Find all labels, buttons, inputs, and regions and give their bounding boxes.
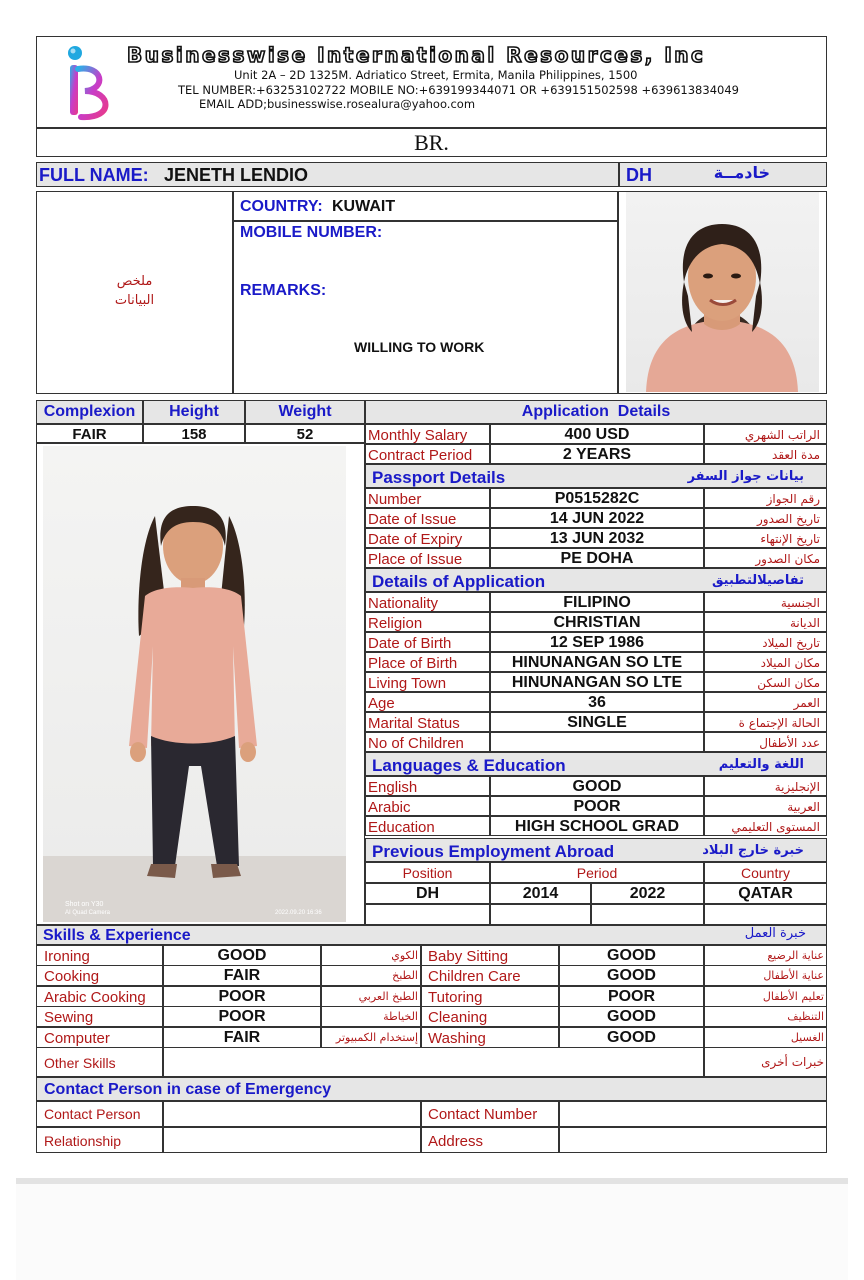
details-row-4-value: HINUNANGAN SO LTE [511,674,683,691]
details-row-7-ar: عدد الأطفال [759,735,820,750]
passport-row-2-ar-cell [704,528,827,548]
details-row-1-ar: الديانة [789,615,820,630]
summary-ar-2: البيانات [114,293,155,308]
employment-period-label: Period [576,865,618,881]
skill-right-label-3: Cleaning [428,1009,488,1027]
other-skills-label: Other Skills [44,1055,116,1071]
emergency-title: Contact Person in case of Emergency [44,1081,332,1098]
languages-row-0-value: GOOD [572,778,622,795]
details-row-1-value-cell [490,612,704,632]
complexion-header [36,400,143,424]
weight-cell [245,424,365,443]
other-skills-label-cell [36,1047,163,1077]
passport-title: Passport Details [372,467,506,487]
details-row-0-ar-cell [704,592,827,612]
skill-left-label-cell [36,1006,163,1027]
details-row-6-label-cell [365,712,490,732]
details-row-2-ar-cell [704,632,827,652]
passport-row-3-ar-cell [704,548,827,568]
other-skills-value-cell [163,1047,704,1077]
skills-header [36,925,827,945]
details-row-0-ar: الجنسية [780,595,820,610]
skill-right-value-3: GOOD [607,1008,656,1026]
other-skills-ar: خبرات أخرى [761,1055,824,1069]
photo-caption-2: AI Quad Camera [65,910,111,916]
employment-position-value: DH [415,885,440,902]
details-row-2-value-cell [490,632,704,652]
passport-title-ar: بيانات جواز السفر [687,469,804,484]
photo-caption-3: 2022.09.20 16:36 [275,910,322,916]
skill-right-ar-cell [704,1006,827,1027]
passport-row-1-ar-cell [704,508,827,528]
employment-country-cell [704,883,827,904]
details-row-6-value-cell [490,712,704,732]
passport-header [365,464,827,488]
employment-empty-cell [591,904,704,925]
skill-left-ar-4: إستخدام الكمبيوتر [335,1030,418,1044]
company-header [36,36,827,128]
complexion-cell [36,424,143,443]
portrait-photo [626,192,819,392]
skill-left-ar-3: الخياطة [383,1010,418,1024]
contract-period-ar-cell [704,444,827,464]
languages-row-0-ar: الإنجليزية [774,779,820,794]
skill-left-value-cell [163,965,321,986]
languages-row-0-ar-cell [704,776,827,796]
skill-right-label-cell [421,945,559,966]
skill-left-label-2: Arabic Cooking [44,988,146,1006]
employment-title-ar: خبرة خارج البلاد [702,843,804,858]
contract-period-label: Contract Period [368,446,473,464]
passport-row-1-value: 14 JUN 2022 [549,510,645,527]
position-arabic: خادمــة [713,163,770,182]
weight-label: Weight [278,403,332,420]
employment-position-label: Position [402,865,453,881]
address-value [559,1127,827,1153]
country-row [233,191,618,221]
details-row-7-label-cell [365,732,490,752]
mobile-label: MOBILE NUMBER: [240,224,383,241]
skill-right-value-1: GOOD [607,967,656,985]
details-row-3-ar-cell [704,652,827,672]
other-skills-ar-cell [704,1047,827,1077]
languages-row-2-value-cell [490,816,704,836]
full-name-value: JENETH LENDIO [164,165,309,185]
blank-area [16,1184,848,1280]
languages-row-0-value-cell [490,776,704,796]
details-row-5-value: 36 [588,694,606,711]
complexion-label: Complexion [43,403,136,420]
skill-left-label-1: Cooking [44,968,100,986]
passport-row-2-label-cell [365,528,490,548]
remarks-value: WILLING TO WORK [354,339,485,355]
portrait-frame [618,191,827,394]
passport-row-2-label: Date of Expiry [368,530,463,548]
remarks-label: REMARKS: [240,282,327,299]
languages-row-2-value: HIGH SCHOOL GRAD [514,818,680,835]
skill-left-ar-cell [321,945,421,966]
details-row-3-label-cell [365,652,490,672]
skill-right-value-cell [559,1027,704,1048]
position-bar [619,162,827,187]
employment-country-value: QATAR [738,885,793,902]
ref-code-bar [36,128,827,157]
skill-right-ar-3: التنظيف [787,1010,824,1024]
skill-right-ar-cell [704,986,827,1007]
employment-title: Previous Employment Abroad [372,841,615,861]
contact-number-label: Contact Number [428,1106,538,1123]
skill-right-value-cell [559,945,704,966]
skill-right-value-cell [559,1006,704,1027]
skill-left-value-1: FAIR [223,967,261,985]
skill-left-label-cell [36,1027,163,1048]
skill-left-label-cell [36,965,163,986]
skill-left-label-cell [36,945,163,966]
details-row-6-value: SINGLE [567,714,627,731]
passport-row-0-value-cell [490,488,704,508]
details-row-6-label: Marital Status [368,714,460,732]
contact-number-value [559,1101,827,1127]
details-row-0-value-cell [490,592,704,612]
employment-position-header [365,862,490,883]
employment-empty-cell [704,904,827,925]
skills-title-ar: خبرة العمل [744,926,806,941]
ref-code: BR. [414,130,449,155]
details-row-1-value: CHRISTIAN [553,614,641,631]
summary-label-box [36,191,233,394]
details-row-0-value: FILIPINO [563,594,631,611]
details-row-7-value-cell [490,732,704,752]
country-value: KUWAIT [332,198,396,215]
skill-right-label-1: Children Care [428,968,521,986]
application-title: Application Details [521,403,671,420]
skill-right-label-cell [421,1006,559,1027]
skill-left-ar-cell [321,986,421,1007]
passport-row-2-value-cell [490,528,704,548]
position-code: DH [626,165,652,185]
languages-title-ar: اللغة والتعليم [718,757,804,772]
full-body-frame [36,443,365,925]
skill-right-ar-cell [704,945,827,966]
skill-left-ar-cell [321,1006,421,1027]
skill-left-ar-0: الكوي [391,949,418,962]
skill-right-value-cell [559,965,704,986]
languages-row-1-value-cell [490,796,704,816]
details-row-4-ar: مكان السكن [757,675,820,690]
height-cell [143,424,245,443]
passport-row-0-ar: رقم الجواز [766,491,820,506]
relationship-value [163,1127,421,1153]
contact-person-value [163,1101,421,1127]
skill-left-value-3: POOR [218,1008,266,1026]
country-label: COUNTRY: [240,198,323,215]
passport-row-3-label: Place of Issue [368,550,463,568]
summary-ar-1: ملخص [116,274,153,289]
address-label-cell [421,1127,559,1153]
monthly-salary-ar-cell [704,424,827,444]
skill-left-label-4: Computer [44,1029,110,1047]
contract-period-label-cell [365,444,490,464]
skill-left-value-4: FAIR [223,1028,261,1046]
passport-row-3-label-cell [365,548,490,568]
details-row-7-label: No of Children [368,734,464,752]
details-row-4-label-cell [365,672,490,692]
skill-right-ar-2: تعليم الأطفال [762,989,824,1003]
employment-empty-cell [490,904,591,925]
skill-left-label-0: Ironing [44,948,90,965]
details-row-0-label-cell [365,592,490,612]
skill-left-value-cell [163,1006,321,1027]
photo-caption-1: Shot on Y30 [65,901,104,908]
company-logo [63,43,119,123]
employment-period-header [490,862,704,883]
full-name-label: FULL NAME: [39,165,149,185]
details-title: Details of Application [372,571,546,591]
languages-row-2-label: Education [368,818,435,836]
complexion-value: FAIR [72,426,107,443]
company-phones: TEL NUMBER:+63253102722 MOBILE NO:+639199344071 OR +639151502598 +639613834049 [178,83,739,97]
details-row-3-label: Place of Birth [368,654,458,672]
monthly-salary-ar: الراتب الشهري [744,427,820,442]
employment-empty-cell [365,904,490,925]
skill-left-value-cell [163,945,321,966]
contact-person-label-cell [36,1101,163,1127]
skill-right-label-4: Washing [428,1029,486,1047]
weight-header [245,400,365,424]
languages-row-2-ar-cell [704,816,827,836]
details-row-7-ar-cell [704,732,827,752]
details-row-2-label: Date of Birth [368,634,452,652]
passport-row-0-label: Number [368,490,422,508]
languages-row-0-label: English [368,778,418,796]
details-row-3-value: HINUNANGAN SO LTE [511,654,683,671]
details-row-5-ar: العمر [793,695,820,710]
skill-right-ar-4: الغسيل [790,1030,824,1044]
skill-right-ar-cell [704,1027,827,1048]
skill-left-ar-cell [321,965,421,986]
passport-row-1-value-cell [490,508,704,528]
passport-row-0-ar-cell [704,488,827,508]
skill-right-value-cell [559,986,704,1007]
skill-left-ar-2: الطبخ العربي [358,989,418,1003]
weight-value: 52 [296,426,314,443]
details-row-1-label-cell [365,612,490,632]
skill-right-label-0: Baby Sitting [428,948,509,965]
languages-row-1-ar: العربية [787,799,820,814]
details-row-0-label: Nationality [368,594,439,612]
details-row-2-value: 12 SEP 1986 [549,634,644,651]
company-address: Unit 2A – 2D 1325M. Adriatico Street, Ermita, Manila Philippines, 1500 [234,68,638,82]
details-row-4-ar-cell [704,672,827,692]
monthly-salary-label: Monthly Salary [368,426,468,444]
monthly-salary-value: 400 USD [564,426,630,443]
details-row-5-value-cell [490,692,704,712]
languages-row-0-label-cell [365,776,490,796]
passport-row-1-ar: تاريخ الصدور [757,511,820,526]
employment-header [365,838,827,862]
skill-left-label-3: Sewing [44,1009,94,1027]
skill-right-label-2: Tutoring [428,988,483,1006]
skill-right-label-cell [421,1027,559,1048]
skill-right-label-cell [421,986,559,1007]
skill-left-value-0: GOOD [217,947,267,964]
employment-to-cell [591,883,704,904]
languages-row-2-ar: المستوى التعليمي [731,819,820,834]
height-header [143,400,245,424]
employment-position-cell [365,883,490,904]
company-name: Businesswise International Resources, Inc [127,43,706,67]
details-row-6-ar-cell [704,712,827,732]
skill-left-ar-cell [321,1027,421,1048]
passport-row-1-label-cell [365,508,490,528]
skill-left-ar-1: الطبخ [392,969,418,983]
languages-row-1-ar-cell [704,796,827,816]
details-row-4-label: Living Town [368,674,447,692]
skill-right-value-0: GOOD [607,947,656,964]
passport-row-0-label-cell [365,488,490,508]
languages-row-1-label: Arabic [368,798,411,816]
relationship-label-cell [36,1127,163,1153]
height-value: 158 [181,426,207,443]
languages-row-2-label-cell [365,816,490,836]
passport-row-1-label: Date of Issue [368,510,457,528]
employment-country-header [704,862,827,883]
details-row-2-label-cell [365,632,490,652]
details-row-2-ar: تاريخ الميلاد [762,635,820,650]
full-name-bar [36,162,619,187]
employment-country-label: Country [740,865,791,881]
passport-row-2-value: 13 JUN 2032 [549,530,645,547]
details-row-5-label: Age [368,694,395,712]
details-row-1-label: Religion [368,614,423,632]
details-row-3-ar: مكان الميلاد [760,655,820,670]
details-row-5-ar-cell [704,692,827,712]
details-row-1-ar-cell [704,612,827,632]
skill-right-ar-1: عناية الأطفال [763,969,824,983]
contact-person-label: Contact Person [44,1106,141,1122]
skill-left-value-cell [163,1027,321,1048]
remarks-box [233,221,618,394]
details-header [365,568,827,592]
application-header [365,400,827,424]
skill-left-value-2: POOR [218,987,266,1005]
employment-to-value: 2022 [629,885,666,902]
details-row-5-label-cell [365,692,490,712]
passport-row-0-value: P0515282C [554,490,640,507]
skills-title: Skills & Experience [43,927,191,944]
monthly-salary-value-cell [490,424,704,444]
contact-number-label-cell [421,1101,559,1127]
contract-period-value-cell [490,444,704,464]
passport-row-3-value-cell [490,548,704,568]
employment-from-cell [490,883,591,904]
address-label: Address [428,1133,484,1150]
skill-left-label-cell [36,986,163,1007]
languages-title: Languages & Education [372,755,566,775]
height-label: Height [169,403,219,420]
passport-row-2-ar: تاريخ الإنتهاء [760,531,820,546]
full-body-photo [43,446,346,922]
contract-period-ar: مدة العقد [772,447,820,462]
skill-left-value-cell [163,986,321,1007]
skill-right-value-2: POOR [607,987,656,1005]
company-email: EMAIL ADD;businesswise.rosealura@yahoo.com [199,97,476,111]
contract-period-value: 2 YEARS [562,446,632,463]
emergency-header [36,1077,827,1101]
monthly-salary-label-cell [365,424,490,444]
details-title-ar: تفاصيلالتطبيق [711,573,804,588]
languages-row-1-value: POOR [573,798,621,815]
details-row-4-value-cell [490,672,704,692]
passport-row-3-ar: مكان الصدور [755,551,820,566]
passport-row-3-value: PE DOHA [560,550,634,567]
relationship-label: Relationship [44,1133,122,1149]
skill-right-ar-0: عناية الرضيع [767,949,824,962]
details-row-3-value-cell [490,652,704,672]
skill-right-ar-cell [704,965,827,986]
employment-from-value: 2014 [522,885,559,902]
languages-header [365,752,827,776]
skill-right-value-4: GOOD [607,1028,656,1046]
skill-right-label-cell [421,965,559,986]
languages-row-1-label-cell [365,796,490,816]
details-row-6-ar: الحالة الإجتماع ة [738,715,820,730]
